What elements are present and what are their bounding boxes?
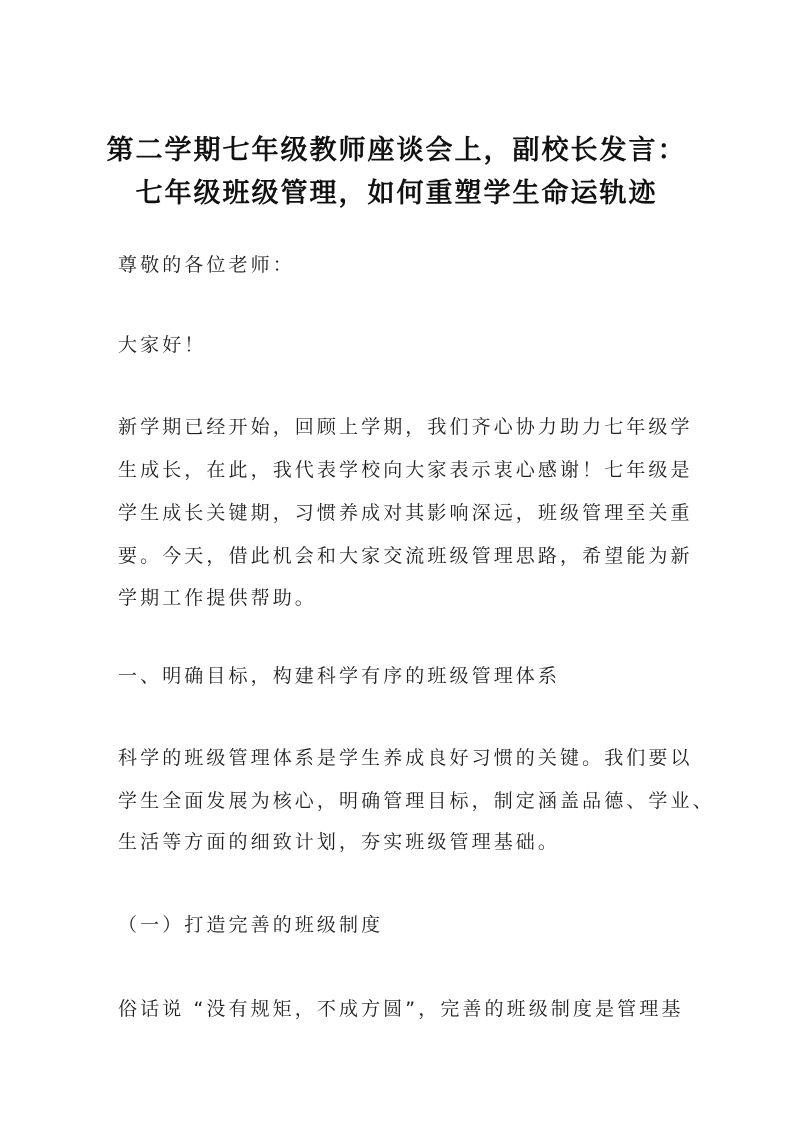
- subsection-heading: （一）打造完善的班级制度: [118, 914, 384, 936]
- paragraph-line: 科学的班级管理体系是学生养成良好习惯的关键。我们要以: [118, 747, 693, 769]
- paragraph-line: 生活等方面的细致计划，夯实班级管理基础。: [118, 831, 561, 853]
- document-title-line-1: 第二学期七年级教师座谈会上，副校长发言：: [106, 135, 687, 166]
- paragraph-line: 学生全面发展为核心，明确管理目标，制定涵盖品德、学业、: [118, 790, 715, 812]
- paragraph-line: 学生成长关键期，习惯养成对其影响深远，班级管理至关重: [118, 502, 693, 524]
- paragraph-line: 俗话说 “没有规矩，不成方圆”，完善的班级制度是管理基: [118, 998, 684, 1020]
- paragraph-line: 要。今天，借此机会和大家交流班级管理思路，希望能为新: [118, 545, 693, 567]
- paragraph-line: 生成长，在此，我代表学校向大家表示衷心感谢！七年级是: [118, 459, 693, 481]
- section-heading: 一、明确目标，构建科学有序的班级管理体系: [118, 665, 561, 687]
- paragraph-line: 新学期已经开始，回顾上学期，我们齐心协力助力七年级学: [118, 416, 693, 438]
- salutation: 尊敬的各位老师：: [118, 254, 295, 276]
- greeting: 大家好！: [118, 334, 207, 356]
- document-title-line-2: 七年级班级管理，如何重塑学生命运轨迹: [135, 178, 658, 209]
- paragraph-line: 学期工作提供帮助。: [118, 587, 317, 609]
